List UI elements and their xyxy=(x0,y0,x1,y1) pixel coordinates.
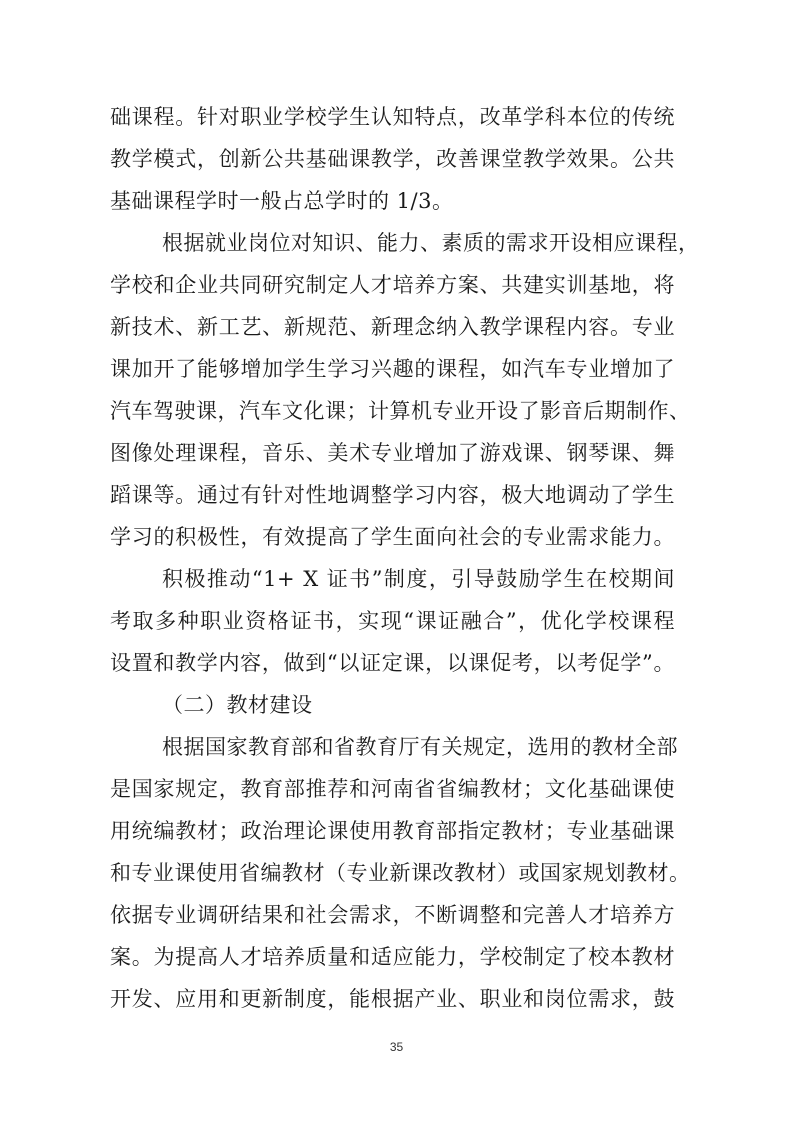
body-text-line: 开发、应用和更新制度，能根据产业、职业和岗位需求，鼓 xyxy=(110,987,675,1011)
body-text-line: 案。为提高人才培养质量和适应能力，学校制定了校本教材 xyxy=(110,945,675,969)
body-text-line: 汽车驾驶课，汽车文化课；计算机专业开设了影音后期制作、 xyxy=(110,399,691,423)
body-text-line: 础课程。针对职业学校学生认知特点，改革学科本位的传统 xyxy=(110,105,675,129)
body-text-line: 教学模式，创新公共基础课教学，改善课堂教学效果。公共 xyxy=(110,147,675,171)
page-number: 35 xyxy=(389,1040,404,1054)
body-text-line: 和专业课使用省编教材（专业新课改教材）或国家规划教材。 xyxy=(110,861,691,885)
body-text-line: 依据专业调研结果和社会需求，不断调整和完善人才培养方 xyxy=(110,903,675,927)
paragraph-first-line: 根据国家教育部和省教育厅有关规定，选用的教材全部 xyxy=(162,735,678,759)
body-text-line: 课加开了能够增加学生学习兴趣的课程，如汽车专业增加了 xyxy=(110,357,675,381)
body-text-line: 学习的积极性，有效提高了学生面向社会的专业需求能力。 xyxy=(110,525,675,549)
body-text-line: 基础课程学时一般占总学时的 1/3。 xyxy=(110,189,454,213)
body-text-line: 新技术、新工艺、新规范、新理念纳入教学课程内容。专业 xyxy=(110,315,675,339)
body-text-line: 设置和教学内容，做到“以证定课，以课促考，以考促学”。 xyxy=(110,651,675,675)
paragraph-first-line: 根据就业岗位对知识、能力、素质的需求开设相应课程， xyxy=(162,231,700,255)
paragraph-first-line: 积极推动“1+ X 证书”制度，引导鼓励学生在校期间 xyxy=(162,567,675,591)
body-text-line: 用统编教材；政治理论课使用教育部指定教材；专业基础课 xyxy=(110,819,675,843)
body-text-line: 是国家规定，教育部推荐和河南省省编教材；文化基础课使 xyxy=(110,777,675,801)
body-text-line: 图像处理课程，音乐、美术专业增加了游戏课、钢琴课、舞 xyxy=(110,441,675,465)
section-heading: （二）教材建设 xyxy=(162,693,313,717)
body-text-line: 考取多种职业资格证书，实现“课证融合”，优化学校课程 xyxy=(110,609,675,633)
body-text-line: 学校和企业共同研究制定人才培养方案、共建实训基地，将 xyxy=(110,273,675,297)
body-text-line: 蹈课等。通过有针对性地调整学习内容，极大地调动了学生 xyxy=(110,483,675,507)
